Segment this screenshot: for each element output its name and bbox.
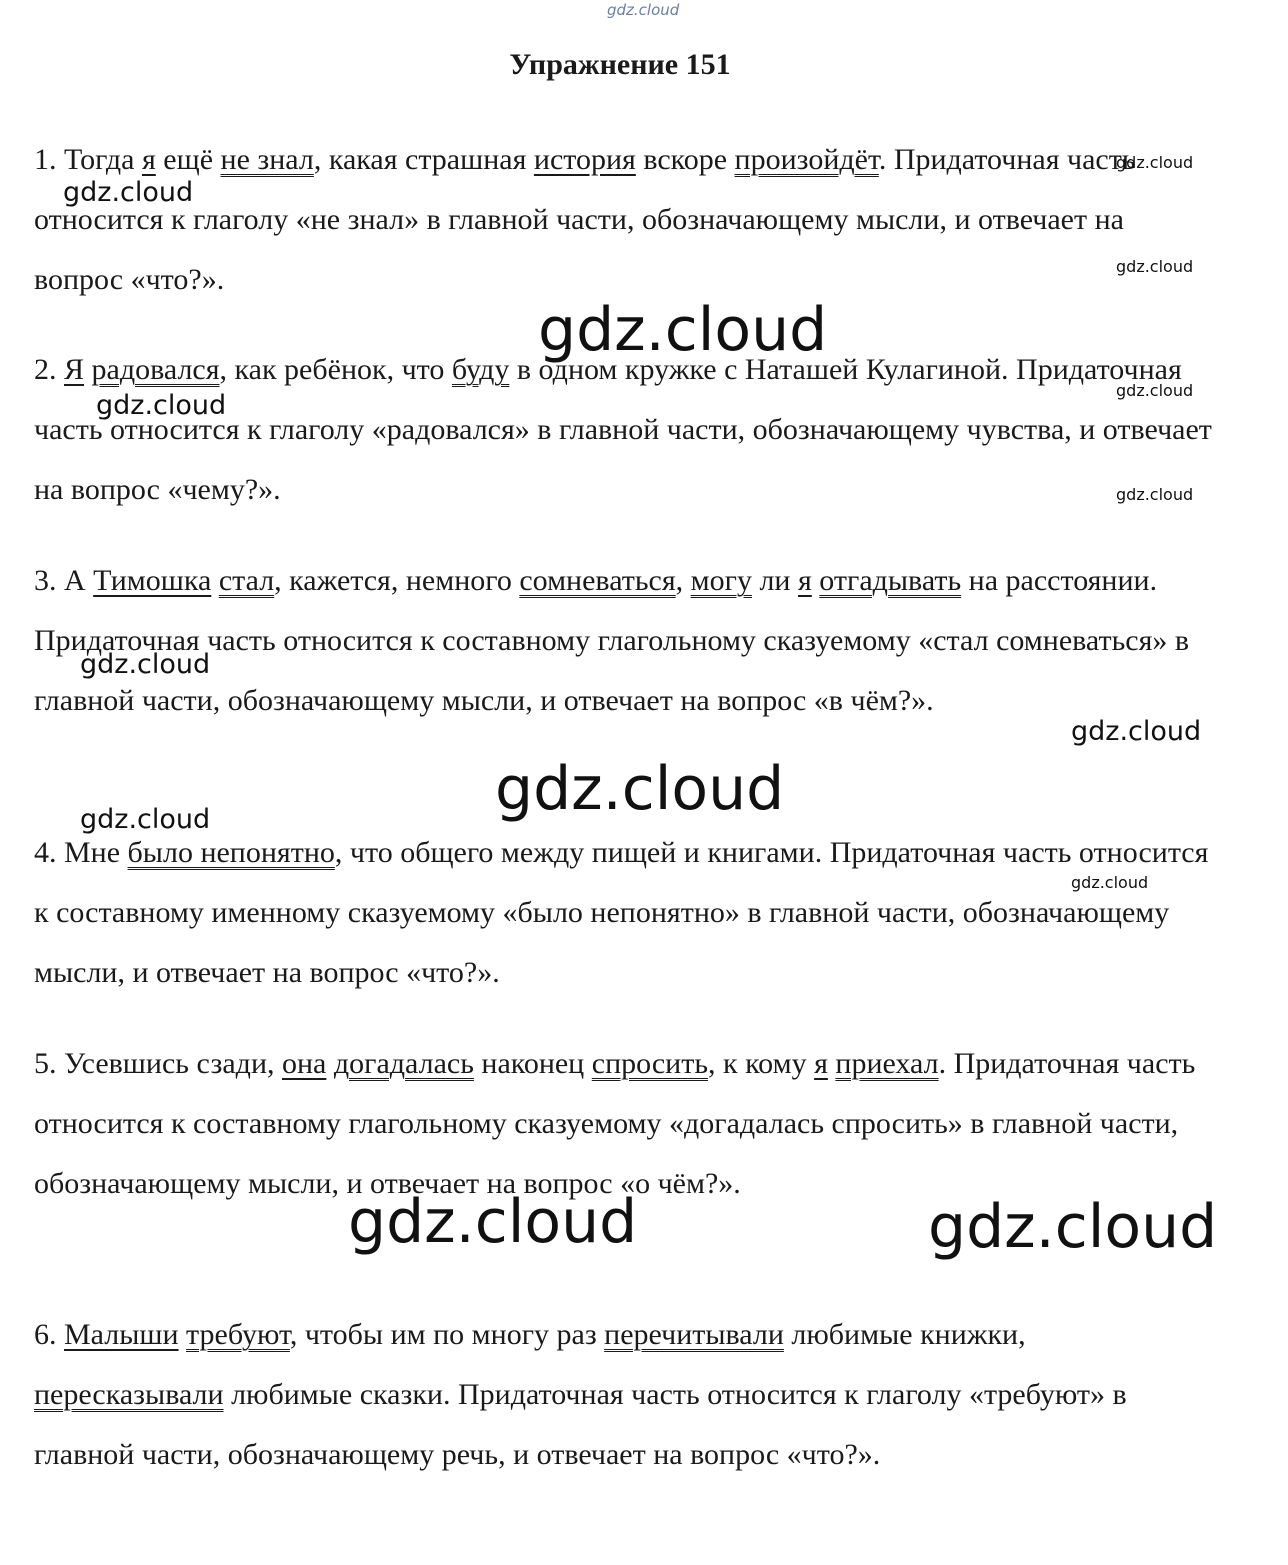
exercise-text: 4. Мне: [34, 836, 128, 869]
exercise-text: [179, 1318, 187, 1351]
page-title: Упражнение 151: [509, 48, 731, 81]
subject-text: история: [533, 143, 636, 176]
exercise-item-3: [34, 551, 1214, 731]
exercise-text: , как ребёнок, что: [219, 353, 452, 386]
exercise-text: , к кому: [708, 1047, 815, 1080]
predicate-text: спросить: [591, 1047, 709, 1080]
subject-text: Малыши: [64, 1318, 179, 1351]
exercise-text: ли: [751, 564, 798, 597]
exercise-text: 5. Усевшись сзади,: [34, 1047, 282, 1080]
predicate-text: пересказывали: [34, 1378, 224, 1411]
subject-text: я: [141, 143, 156, 176]
exercise-text: ,: [675, 564, 691, 597]
exercise-text: любимые сказки. Придаточная часть относится к глаголу «требуют» в главной части, обозначающему речь, и отвечает на вопрос «что?».: [34, 1378, 1127, 1471]
watermark: gdz.cloud: [495, 754, 785, 824]
exercise-text: [326, 1047, 334, 1080]
exercise-text: Придаточная часть относится к глаголу «радовался» в главной части, обозначающему чувства, и отвечает на вопрос «чему?».: [34, 353, 1212, 506]
exercise-text: , чтобы им по многу раз: [289, 1318, 605, 1351]
exercise-item-1: [34, 130, 1214, 310]
exercise-text: , какая страшная: [313, 143, 534, 176]
exercise-text: 3. А: [34, 564, 94, 597]
watermark: gdz.cloud: [80, 649, 211, 680]
exercise-text: , кажется, немного: [274, 564, 520, 597]
watermark: gdz.cloud: [63, 177, 194, 208]
watermark: gdz.cloud: [80, 804, 211, 835]
predicate-text: сомневаться: [519, 564, 676, 597]
watermark: gdz.cloud: [1116, 381, 1194, 400]
exercise-text: . Придаточная часть относится к составному глагольному сказуемому «догадалась спросить» в главной части, обозначающему мысли, и отвечает на вопрос «о чём?».: [34, 1047, 1196, 1200]
predicate-text: перечитывали: [604, 1318, 784, 1351]
watermark: gdz.cloud: [1071, 873, 1149, 892]
subject-text: Тимошка: [93, 564, 212, 597]
subject-text: она: [282, 1047, 327, 1080]
exercise-text: , что общего между пищей и книгами. Придаточная часть относится к составному именному сказуемому «было непонятно» в главной части, обозначающему мысли, и отвечает на вопрос «что?».: [34, 836, 1209, 989]
watermark: gdz.cloud: [1116, 153, 1194, 172]
watermark: gdz.cloud: [538, 295, 828, 365]
subject-text: я: [797, 564, 812, 597]
watermark: gdz.cloud: [1116, 485, 1194, 504]
exercise-text: 6.: [34, 1318, 64, 1351]
predicate-text: приехал: [835, 1047, 939, 1080]
exercise-item-4: [34, 823, 1214, 1003]
predicate-text: требуют: [186, 1318, 290, 1351]
exercise-text: .: [878, 143, 887, 176]
predicate-text: радовался: [91, 353, 220, 386]
exercise-text: [84, 353, 92, 386]
exercise-text: 1. Тогда: [34, 143, 142, 176]
exercise-text: наконец: [473, 1047, 592, 1080]
predicate-text: буду: [451, 353, 510, 386]
exercise-text: Придаточная часть относится к глаголу «не знал» в главной части, обозначающему мысли, и отвечает на вопрос «что?».: [34, 143, 1136, 296]
subject-text: я: [814, 1047, 828, 1080]
predicate-text: не знал: [220, 143, 314, 176]
watermark: gdz.cloud: [1071, 716, 1202, 747]
exercise-text: вскоре: [635, 143, 735, 176]
predicate-text: отгадывать: [819, 564, 962, 597]
watermark: gdz.cloud: [1116, 257, 1194, 276]
exercise-item-2: [34, 340, 1214, 520]
exercise-text: на расстоянии. Придаточная часть относится к составному глагольному сказуемому «стал сомневаться» в главной части, обозначающему мысли, и отвечает на вопрос «в чём?».: [34, 564, 1190, 717]
exercise-text: ещё: [155, 143, 221, 176]
exercise-text: [211, 564, 219, 597]
exercise-text: в одном кружке с Наташей Кулагиной.: [509, 353, 1009, 386]
watermark: gdz.cloud: [96, 390, 227, 421]
watermark: gdz.cloud: [928, 1192, 1218, 1262]
predicate-text: было непонятно: [127, 836, 335, 869]
top-watermark: gdz.cloud: [607, 1, 680, 19]
exercise-text: любимые книжки,: [783, 1318, 1026, 1351]
predicate-text: произойдёт: [734, 143, 879, 176]
watermark: gdz.cloud: [348, 1187, 638, 1257]
predicate-text: могу: [690, 564, 752, 597]
predicate-text: догадалась: [333, 1047, 474, 1080]
exercise-item-6: [34, 1305, 1214, 1485]
exercise-text: 2.: [34, 353, 64, 386]
predicate-text: стал: [218, 564, 275, 597]
subject-text: Я: [64, 353, 85, 386]
